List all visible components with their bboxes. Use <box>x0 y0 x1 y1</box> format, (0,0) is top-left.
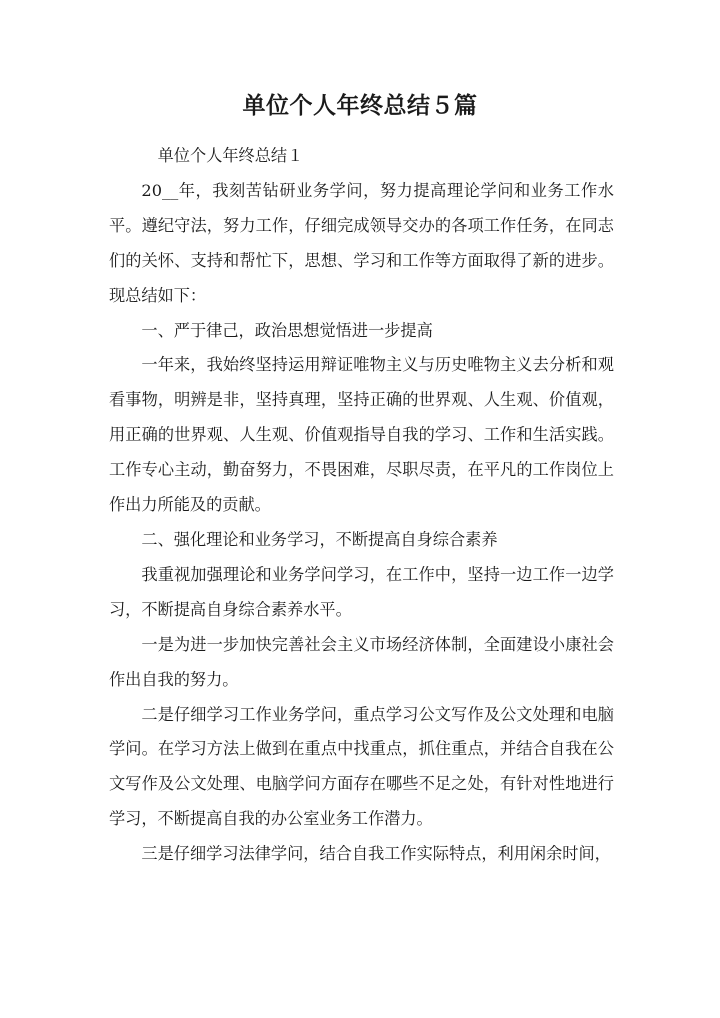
paragraph-point-1: 一是为进一步加快完善社会主义市场经济体制，全面建设小康社会作出自我的努力。 <box>109 634 614 689</box>
paragraph-point-3: 三是仔细学习法律学问，结合自我工作实际特点，利用闲余时间， <box>141 844 611 864</box>
heading-section-2: 二、强化理论和业务学习，不断提高自身综合素养 <box>141 529 498 549</box>
section-subtitle: 单位个人年终总结１ <box>157 146 304 165</box>
paragraph-section-1: 一年来，我始终坚持运用辩证唯物主义与历史唯物主义去分析和观看事物，明辨是非，坚持真理，坚持正确的世界观、人生观、价值观，用正确的世界观、人生观、价值观指导自我的学习、工作和生活实践。工作专心主动，勤奋努力，不畏困难，尽职尽责，在平凡的工作岗位上作出力所能及的贡献。 <box>109 355 614 515</box>
heading-section-1: 一、严于律己，政治思想觉悟进一步提高 <box>141 320 433 340</box>
paragraph-intro: 20__年，我刻苦钻研业务学问，努力提高理论学问和业务工作水平。遵纪守法，努力工作，仔细完成领导交办的各项工作任务，在同志们的关怀、支持和帮忙下，思想、学习和工作等方面取得了新的进步。现总结如下： <box>109 180 614 305</box>
paragraph-section-2: 我重视加强理论和业务学问学习，在工作中，坚持一边工作一边学习，不断提高自身综合素养水平。 <box>109 564 614 619</box>
document-title: 单位个人年终总结５篇 <box>242 92 478 119</box>
document-body <box>109 139 614 872</box>
paragraph-point-2: 二是仔细学习工作业务学问，重点学习公文写作及公文处理和电脑学问。在学习方法上做到在重点中找重点，抓住重点，并结合自我在公文写作及公文处理、电脑学问方面存在哪些不足之处，有针对性地进行学习，不断提高自我的办公室业务工作潜力。 <box>109 704 614 829</box>
